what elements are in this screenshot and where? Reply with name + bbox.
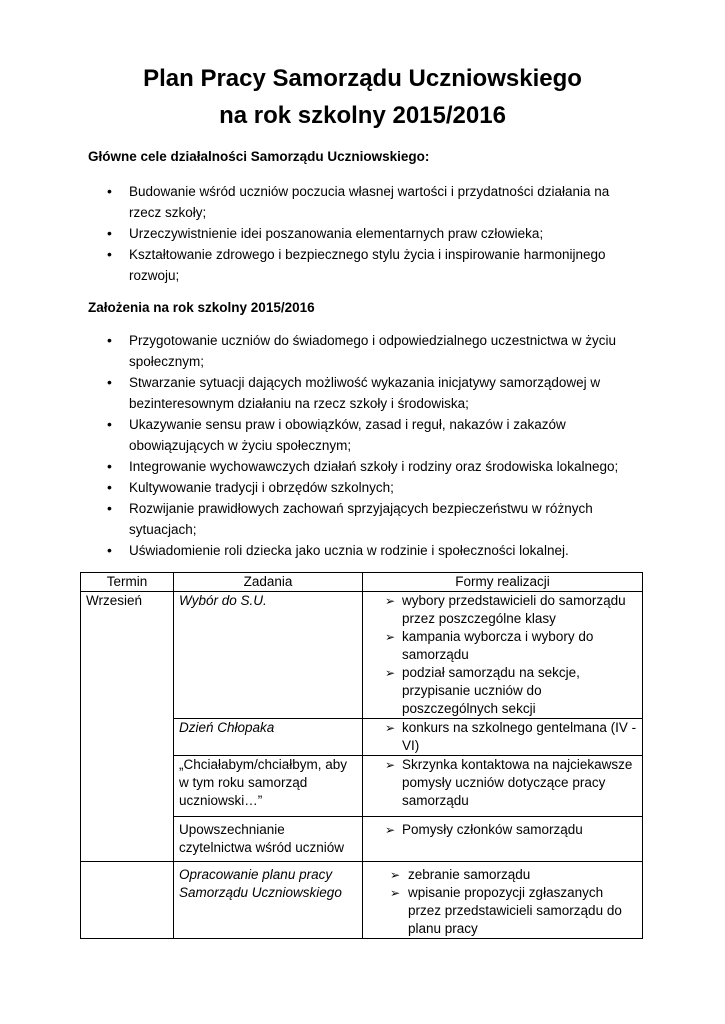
document-title-line-2: na rok szkolny 2015/2016: [219, 102, 506, 129]
form-item: ➢ konkurs na szkolnego gentelmana (IV - VI): [368, 719, 637, 755]
table-row: [81, 862, 643, 939]
form-item: ➢ zebranie samorządu: [368, 866, 637, 884]
assumption-item: • Integrowanie wychowawczych działań szkoły i rodziny oraz środowiska lokalnego;: [0, 456, 619, 477]
form-item: ➢ podział samorządu na sekcje, przypisanie uczniów do poszczególnych sekcji: [368, 664, 637, 718]
month-cell-empty: [81, 862, 174, 939]
table-header-row: [81, 573, 643, 592]
task-cell: „Chciałabym/chciałbym, aby w tym roku samorząd uczniowski…”: [174, 756, 363, 817]
month-label: Wrzesień: [86, 593, 143, 608]
header-tasks: Zadania: [174, 573, 363, 592]
assumption-item: • Przygotowanie uczniów do świadomego i odpowiedzialnego uczestnictwa w życiu społecznym;: [0, 330, 619, 372]
assumption-item: • Kultywowanie tradycji i obrzędów szkolnych;: [0, 477, 619, 498]
assumption-item: • Uświadomienie roli dziecka jako ucznia w rodzinie i społeczności lokalnej.: [0, 540, 619, 561]
form-item: ➢ wybory przedstawicieli do samorządu przez poszczególne klasy: [368, 592, 637, 628]
header-forms: Formy realizacji: [363, 573, 643, 592]
form-item: ➢ Pomysły członków samorządu: [368, 821, 637, 839]
task-cell: Opracowanie planu pracy Samorządu Uczniowskiego: [174, 862, 363, 939]
goal-item: • Kształtowanie zdrowego i bezpiecznego stylu życia i inspirowanie harmonijnego rozwoju;: [0, 244, 619, 286]
assumptions-heading: Założenia na rok szkolny 2015/2016: [88, 300, 315, 315]
header-term: Termin: [81, 573, 174, 592]
forms-cell: [363, 862, 643, 939]
form-item: ➢ wpisanie propozycji zgłaszanych przez przedstawicieli samorządu do planu pracy: [368, 884, 637, 938]
month-cell: [81, 592, 174, 862]
goal-item: • Urzeczywistnienie idei poszanowania elementarnych praw człowieka;: [0, 223, 619, 244]
forms-cell: [363, 592, 643, 719]
table-row: [81, 592, 643, 719]
task-cell: Wybór do S.U.: [174, 592, 363, 719]
forms-cell: [363, 756, 643, 817]
forms-cell: [363, 817, 643, 862]
assumption-item: • Rozwijanie prawidłowych zachowań sprzyjających bezpieczeństwu w różnych sytuacjach;: [0, 498, 619, 540]
assumptions-list: [0, 330, 725, 561]
plan-table: [80, 572, 643, 939]
goals-list: [0, 181, 725, 286]
assumption-item: • Stwarzanie sytuacji dających możliwość wykazania inicjatywy samorządowej w bezinteresownym działaniu na rzecz szkoły i środowiska;: [0, 372, 619, 414]
form-item: ➢ Skrzynka kontaktowa na najciekawsze pomysły uczniów dotyczące pracy samorządu: [368, 756, 637, 810]
assumption-item: • Ukazywanie sensu praw i obowiązków, zasad i reguł, nakazów i zakazów obowiązujących w życiu społecznym;: [0, 414, 619, 456]
task-cell: Upowszechnianie czytelnictwa wśród uczniów: [174, 817, 363, 862]
goals-heading: Główne cele działalności Samorządu Uczniowskiego:: [88, 149, 430, 164]
document-title-line-1: Plan Pracy Samorządu Uczniowskiego: [143, 65, 582, 92]
forms-cell: [363, 719, 643, 756]
form-item: ➢ kampania wyborcza i wybory do samorządu: [368, 628, 637, 664]
goal-item: • Budowanie wśród uczniów poczucia własnej wartości i przydatności działania na rzecz szkoły;: [0, 181, 619, 223]
task-cell: Dzień Chłopaka: [174, 719, 363, 756]
